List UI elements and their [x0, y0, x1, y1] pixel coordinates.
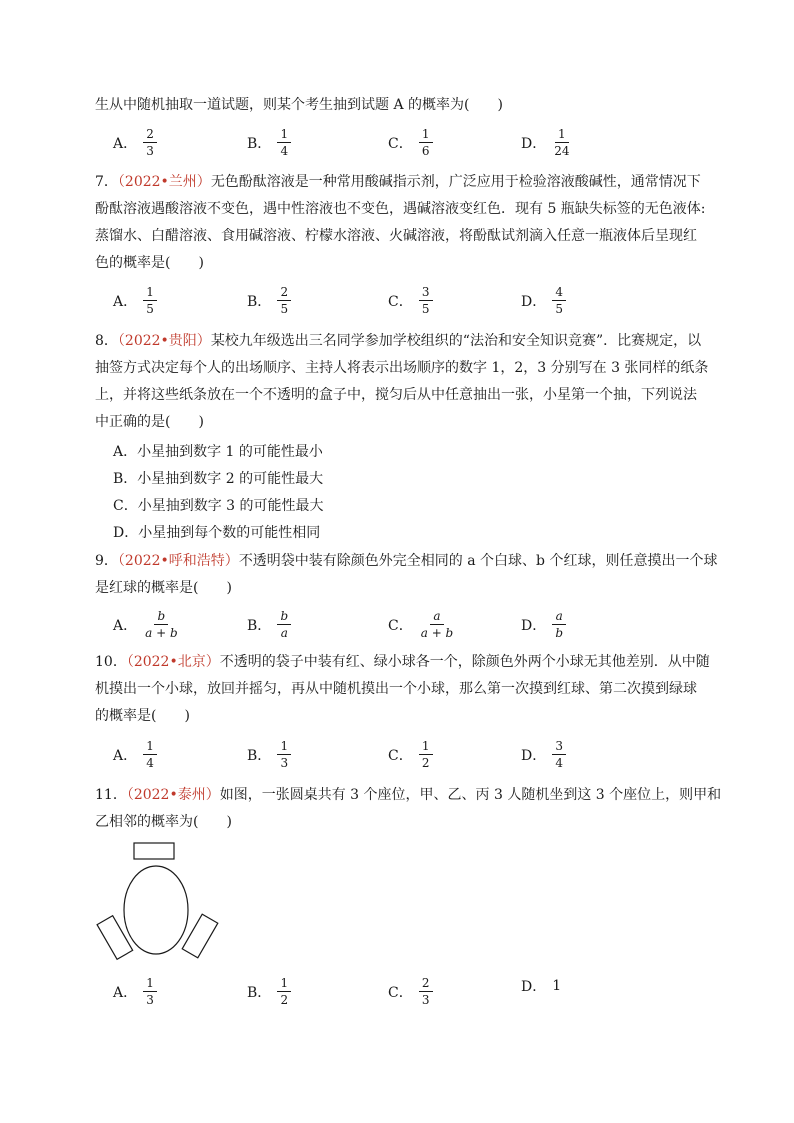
fraction-denominator: 5	[280, 302, 289, 316]
option-b	[247, 609, 291, 640]
fraction-numerator: b	[277, 609, 291, 625]
fraction-numerator: 1	[143, 739, 157, 755]
option-label: B．	[247, 135, 272, 152]
fraction-denominator: 4	[555, 756, 564, 770]
option-fraction	[419, 127, 433, 158]
option-fraction	[277, 976, 291, 1007]
fraction-denominator: 5	[421, 302, 430, 316]
q7-stem-line-2: 酚酞溶液遇酸溶液不变色，遇中性溶液也不变色，遇碱溶液变红色．现有 5 瓶缺失标签的无色液体:	[95, 201, 706, 217]
fraction-denominator: a + b	[145, 626, 178, 640]
fraction-denominator: 4	[280, 144, 289, 158]
seat-top	[134, 843, 174, 859]
option-a	[113, 976, 157, 1007]
option-label: C．	[388, 617, 413, 634]
fraction-numerator: 4	[552, 285, 566, 301]
option-a	[113, 609, 180, 640]
q9-stem-line-2: 是红球的概率是( )	[95, 580, 232, 596]
fraction-denominator: a	[280, 626, 288, 640]
option-fraction	[552, 739, 566, 770]
option-b	[247, 739, 291, 770]
option-label: C．	[388, 984, 413, 1001]
q8-number: 8．	[95, 333, 118, 349]
fraction-numerator: 1	[143, 976, 157, 992]
q10-source: （2022•北京）	[126, 654, 220, 670]
option-label: A．	[113, 617, 138, 634]
q7-text: 无色酚酞溶液是一种常用酸碱指示剂，广泛应用于检验溶液酸碱性，通常情况下	[210, 174, 701, 190]
q7-stem-line-4: 色的概率是( )	[95, 255, 204, 271]
q8-text: 某校九年级选出三名同学参加学校组织的“法治和安全知识竞赛”．比赛规定，以	[210, 333, 702, 349]
round-table	[124, 866, 188, 954]
option-d	[521, 127, 572, 158]
option-fraction	[143, 127, 157, 158]
fraction-numerator: 1	[277, 127, 291, 143]
q7-number: 7．	[95, 174, 118, 190]
option-fraction	[277, 609, 291, 640]
q10-text: 不透明的袋子中装有红、绿小球各一个，除颜色外两个小球无其他差别．从中随	[219, 654, 710, 670]
seat-left	[97, 916, 133, 960]
q9-stem-line-1	[95, 551, 717, 571]
q8-stem-line-1	[95, 331, 701, 351]
q8-source: （2022•贵阳）	[117, 333, 211, 349]
option-label: D．	[521, 979, 547, 995]
option-label: D．	[521, 135, 547, 152]
option-fraction	[419, 739, 433, 770]
option-fraction	[277, 739, 291, 770]
q11-stem-line-1	[95, 785, 721, 805]
fraction-denominator: 3	[146, 144, 154, 158]
q9-text: 不透明袋中装有除颜色外完全相同的 a 个白球、b 个红球，则任意摸出一个球	[238, 553, 718, 569]
fraction-denominator: 3	[280, 756, 289, 770]
option-fraction	[277, 285, 291, 316]
fraction-numerator: 1	[277, 976, 291, 992]
fraction-denominator: 4	[146, 756, 154, 770]
option-b	[247, 127, 291, 158]
round-table-figure	[94, 840, 224, 975]
q10-number: 10．	[95, 654, 127, 670]
q11-source: （2022•泰州）	[126, 787, 220, 803]
option-label: A．	[113, 984, 138, 1001]
fraction-denominator: 5	[146, 302, 154, 316]
option-fraction	[277, 127, 291, 158]
q9-source: （2022•呼和浩特）	[117, 553, 239, 569]
option-label: A．	[113, 135, 138, 152]
option-label: B．	[247, 747, 272, 764]
option-fraction	[419, 609, 456, 640]
q10-stem-line-1	[95, 652, 710, 672]
fraction-numerator: a	[430, 609, 444, 625]
option-fraction	[419, 976, 433, 1007]
q6-stem: 生从中随机抽取一道试题，则某个考生抽到试题 A 的概率为( )	[95, 97, 503, 113]
fraction-denominator: 5	[555, 302, 564, 316]
option-label: A．	[113, 293, 138, 310]
option-d	[521, 976, 561, 996]
option-fraction	[143, 976, 157, 1007]
q7-source: （2022•兰州）	[117, 174, 211, 190]
q10-stem-line-2: 机摸出一个小球，放回并摇匀，再从中随机摸出一个小球，那么第一次摸到红球、第二次摸到绿球	[95, 681, 697, 697]
q11-number: 11．	[95, 787, 127, 803]
q9-number: 9．	[95, 553, 118, 569]
q11-text: 如图，一张圆桌共有 3 个座位，甲、乙、丙 3 人随机坐到这 3 个座位上，则甲和	[219, 787, 722, 803]
option-a	[113, 739, 157, 770]
option-fraction	[552, 127, 571, 158]
fraction-denominator: b	[555, 626, 564, 640]
option-c	[388, 739, 433, 770]
q11-stem-line-2: 乙相邻的概率为( )	[95, 814, 232, 830]
option-c	[388, 127, 433, 158]
option-a	[113, 127, 157, 158]
option-label: A．	[113, 747, 138, 764]
option-label: C．	[388, 747, 413, 764]
option-fraction	[143, 609, 180, 640]
fraction-denominator: 2	[280, 993, 289, 1007]
option-label: D．	[521, 293, 547, 310]
fraction-denominator: a + b	[420, 626, 454, 640]
q8-choice-a: A．小星抽到数字 1 的可能性最小	[113, 444, 323, 460]
option-label: B．	[247, 617, 272, 634]
fraction-denominator: 3	[146, 993, 154, 1007]
option-d	[521, 609, 566, 640]
q8-stem-line-2: 抽签方式决定每个人的出场顺序、主持人将表示出场顺序的数字 1，2，3 分别写在 3 张同样的纸条	[95, 360, 709, 376]
option-fraction	[143, 739, 157, 770]
option-fraction	[143, 285, 157, 316]
option-label: C．	[388, 293, 413, 310]
fraction-numerator: 1	[277, 739, 291, 755]
fraction-numerator: 2	[419, 976, 433, 992]
option-a	[113, 285, 157, 316]
fraction-numerator: 1	[419, 127, 433, 143]
fraction-numerator: 1	[419, 739, 433, 755]
q7-stem-line-3: 蒸馏水、白醋溶液、食用碱溶液、柠檬水溶液、火碱溶液，将酚酞试剂滴入任意一瓶液体后呈现红	[95, 228, 697, 244]
fraction-numerator: a	[552, 609, 566, 625]
option-fraction	[419, 285, 433, 316]
fraction-numerator: 1	[555, 127, 569, 143]
option-label: C．	[388, 135, 413, 152]
fraction-denominator: 2	[421, 756, 430, 770]
option-d	[521, 739, 566, 770]
option-label: D．	[521, 617, 547, 634]
q8-stem-line-3: 上，并将这些纸条放在一个不透明的盒子中，搅匀后从中任意抽出一张，小星第一个抽，下列说法	[95, 387, 697, 403]
fraction-numerator: 2	[277, 285, 291, 301]
option-label: B．	[247, 293, 272, 310]
fraction-numerator: 2	[143, 127, 157, 143]
q8-choice-d: D．小星抽到每个数的可能性相同	[113, 525, 321, 541]
fraction-denominator: 24	[554, 144, 570, 158]
option-b	[247, 285, 291, 316]
option-c	[388, 609, 455, 640]
fraction-denominator: 3	[421, 993, 430, 1007]
fraction-numerator: 3	[552, 739, 566, 755]
option-c	[388, 976, 433, 1007]
option-label: D．	[521, 747, 547, 764]
option-fraction	[552, 285, 566, 316]
option-label: B．	[247, 984, 272, 1001]
option-c	[388, 285, 433, 316]
option-d	[521, 285, 566, 316]
option-fraction	[552, 609, 566, 640]
q7-stem-line-1	[95, 172, 701, 192]
q10-stem-line-3: 的概率是( )	[95, 708, 190, 724]
option-value: 1	[552, 978, 562, 994]
fraction-numerator: b	[154, 609, 168, 625]
fraction-numerator: 3	[419, 285, 433, 301]
q8-choice-b: B．小星抽到数字 2 的可能性最大	[113, 471, 324, 487]
q8-stem-line-4: 中正确的是( )	[95, 414, 204, 430]
fraction-denominator: 6	[421, 144, 430, 158]
option-b	[247, 976, 291, 1007]
q8-choice-c: C．小星抽到数字 3 的可能性最大	[113, 498, 324, 514]
fraction-numerator: 1	[143, 285, 157, 301]
